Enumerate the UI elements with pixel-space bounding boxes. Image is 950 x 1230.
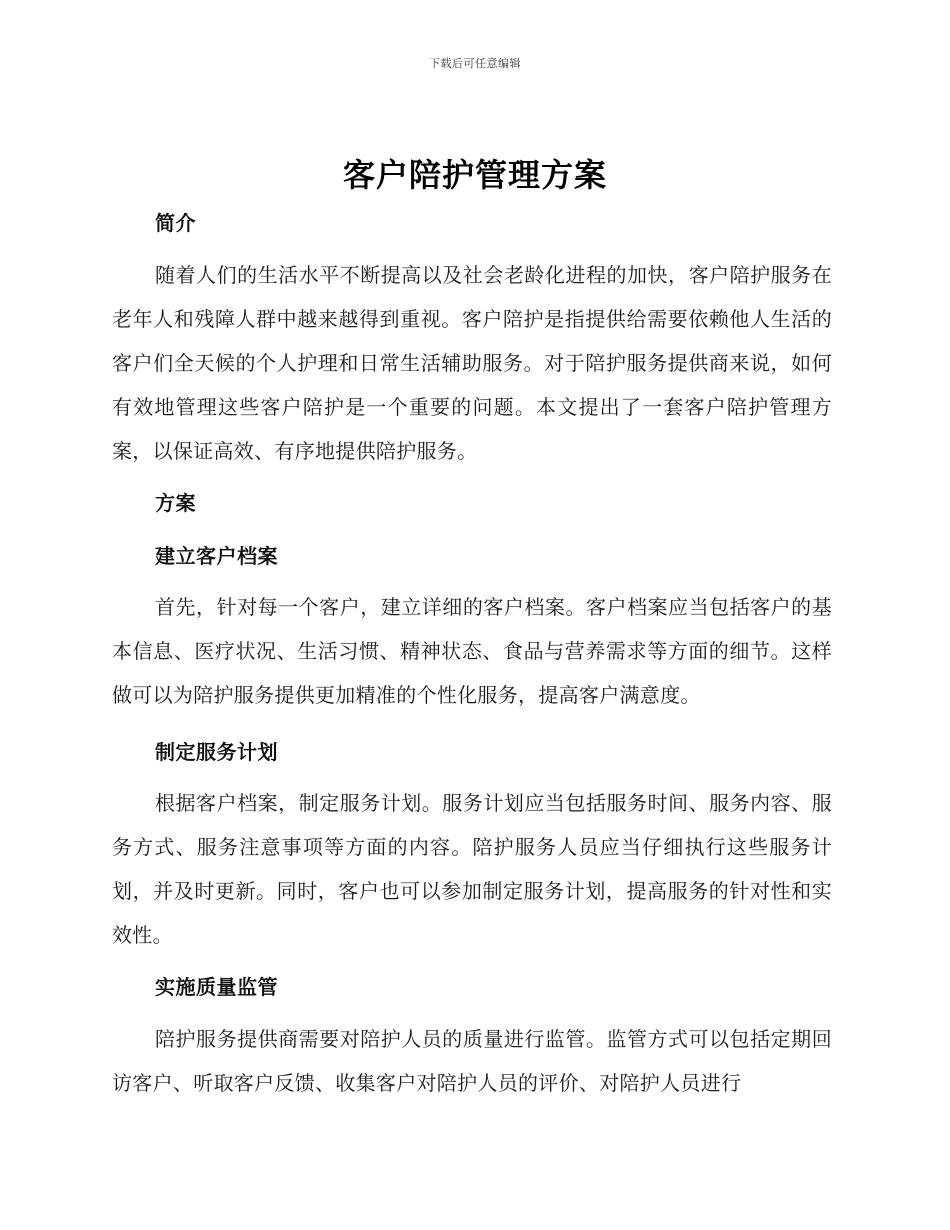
section-heading-service-plan: 制定服务计划 <box>155 740 278 764</box>
paragraph-intro: 随着人们的生活水平不断提高以及社会老龄化进程的加快，客户陪护服务在老年人和残障人群中越来越得到重视。客户陪护是指提供给需要依赖他人生活的客户们全天候的个人护理和日常生活辅助服务。对于陪护服务提供商来说，如何有效地管理这些客户陪护是一个重要的问题。本文提出了一套客户陪护管理方案，以保证高效、有序地提供陪护服务。 <box>112 263 832 463</box>
paragraph-service-plan: 根据客户档案，制定服务计划。服务计划应当包括服务时间、服务内容、服务方式、服务注意事项等方面的内容。陪护服务人员应当仔细执行这些服务计划，并及时更新。同时，客户也可以参加制定服务计划，提高服务的针对性和实效性。 <box>112 791 832 947</box>
paragraph-customer-profile: 首先，针对每一个客户，建立详细的客户档案。客户档案应当包括客户的基本信息、医疗状况、生活习惯、精神状态、食品与营养需求等方面的细节。这样做可以为陪护服务提供更加精准的个性化服务，提高客户满意度。 <box>112 595 832 707</box>
section-heading-intro: 简介 <box>155 211 196 235</box>
document-title: 客户陪护管理方案 <box>342 156 607 194</box>
page-header-note: 下载后可任意编辑 <box>429 57 521 70</box>
paragraph-quality-supervision: 陪护服务提供商需要对陪护人员的质量进行监管。监管方式可以包括定期回访客户、听取客户反馈、收集客户对陪护人员的评价、对陪护人员进行 <box>112 1027 832 1095</box>
section-heading-customer-profile: 建立客户档案 <box>155 544 278 568</box>
section-heading-plan: 方案 <box>155 491 196 515</box>
section-heading-quality-supervision: 实施质量监管 <box>155 975 278 999</box>
